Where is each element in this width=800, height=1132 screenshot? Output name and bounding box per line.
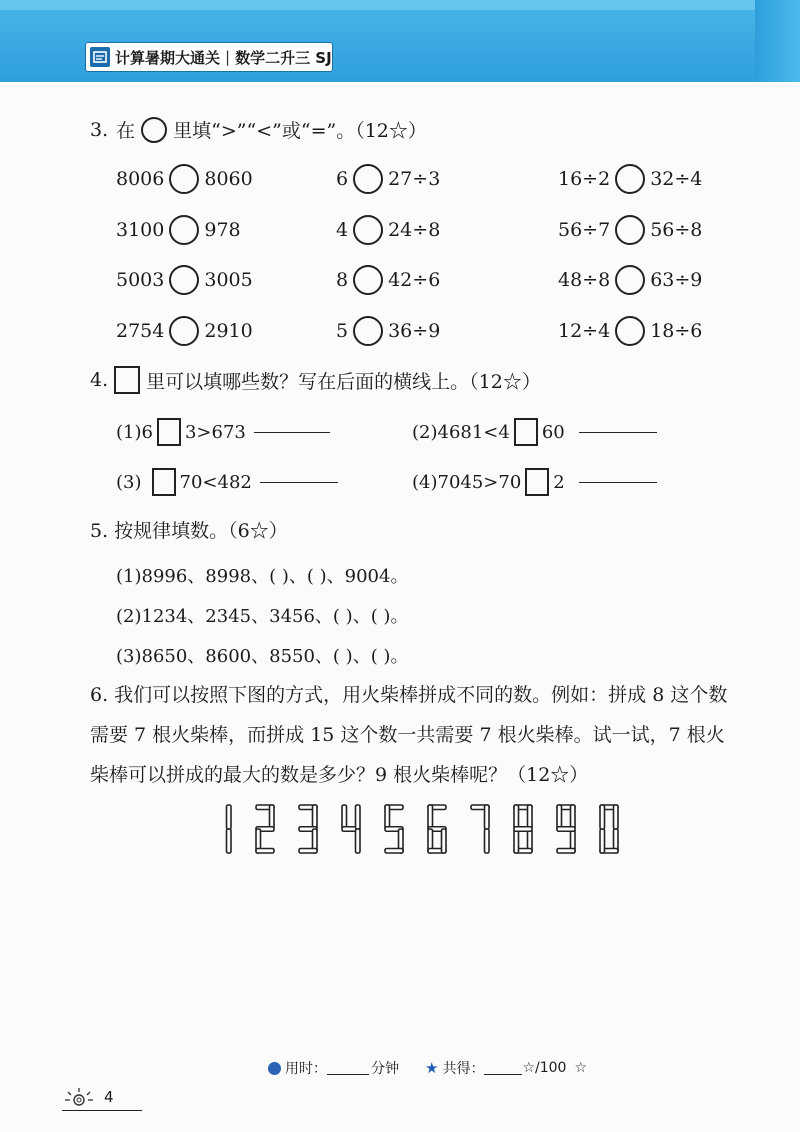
q3-answer-circle[interactable] [353, 265, 383, 295]
matchstick-digit-2 [256, 805, 274, 853]
matchstick [342, 805, 347, 829]
q4-item-1-post: 3>673 [184, 421, 246, 443]
q3-right-operand: 63÷9 [650, 269, 703, 291]
q4-title-post: 里可以填哪些数？写在后面的横线上。（12☆） [146, 370, 541, 393]
matchstick [256, 849, 274, 854]
q3-right-operand: 36÷9 [388, 320, 441, 342]
q3-item-r3-c2 [336, 265, 440, 295]
q3-title [90, 116, 427, 143]
matchstick [600, 829, 605, 853]
q3-answer-circle[interactable] [169, 316, 199, 346]
time-label: 用时： [285, 1061, 327, 1077]
q3-example-circle [141, 117, 167, 143]
q3-right-operand: 42÷6 [388, 269, 441, 291]
q3-right-operand: 27÷3 [388, 168, 441, 190]
q3-left-operand: 5003 [116, 269, 165, 291]
header-title: 计算暑期大通关 [115, 48, 221, 67]
q3-answer-circle[interactable] [169, 215, 199, 245]
q4-item-4-answer-line[interactable] [579, 481, 657, 483]
matchstick [514, 829, 519, 853]
q4-item-4-box[interactable] [525, 468, 549, 496]
page-number: 4 [104, 1088, 114, 1106]
q4-item-3-box[interactable] [152, 468, 176, 496]
q3-answer-circle[interactable] [615, 164, 645, 194]
q3-answer-circle[interactable] [615, 316, 645, 346]
q4-example-box [114, 366, 140, 394]
score-input-line[interactable] [484, 1062, 522, 1075]
matchstick-digit-3 [299, 805, 317, 853]
header-separator: | [225, 48, 231, 66]
q3-item-r1-c3 [558, 164, 702, 194]
matchstick [600, 805, 605, 829]
q3-number: 3. [90, 118, 109, 141]
q3-answer-circle[interactable] [353, 316, 383, 346]
matchstick-digit-7 [471, 805, 489, 853]
q3-left-operand: 56÷7 [558, 219, 611, 241]
q4-number: 4. [90, 369, 109, 391]
q4-title [90, 366, 541, 394]
q3-left-operand: 16÷2 [558, 168, 611, 190]
q3-title-pre: 在 [116, 120, 136, 142]
q5-line-2: (2)1234、2345、3456、( )、( )。 [116, 606, 409, 627]
time-unit: 分钟 [371, 1061, 399, 1077]
q3-left-operand: 48÷8 [558, 269, 611, 291]
q4-item-4 [412, 468, 657, 496]
q3-left-operand: 4 [336, 219, 349, 241]
matchstick-digit-1 [227, 805, 232, 853]
header-title-tab [85, 42, 333, 72]
time-input-line[interactable] [327, 1062, 369, 1075]
matchstick [514, 805, 519, 829]
score-trailing-star: ☆ [574, 1060, 588, 1076]
matchstick [270, 805, 275, 829]
footer-stats [268, 1058, 587, 1078]
q3-left-operand: 3100 [116, 219, 165, 241]
q4-item-1-box[interactable] [157, 418, 181, 446]
q3-left-operand: 12÷4 [558, 320, 611, 342]
q3-right-operand: 32÷4 [650, 168, 703, 190]
q3-item-r2-c3 [558, 215, 702, 245]
q3-item-r4-c1 [116, 316, 253, 346]
q3-answer-circle[interactable] [169, 164, 199, 194]
q3-left-operand: 8006 [116, 168, 165, 190]
q3-title-post: 里填“>”“<”或“=”。（12☆） [173, 120, 427, 142]
q3-left-operand: 5 [336, 320, 349, 342]
q3-answer-circle[interactable] [615, 215, 645, 245]
header-strip [0, 0, 800, 10]
q3-item-r2-c2 [336, 215, 440, 245]
q4-item-1-answer-line[interactable] [254, 431, 330, 433]
matchstick [385, 849, 403, 854]
q3-right-operand: 24÷8 [388, 219, 441, 241]
q5-line-1: (1)8996、8998、( )、( )、9004。 [116, 566, 409, 587]
matchstick-digit-4 [342, 805, 360, 853]
score-label: 共得： [442, 1061, 485, 1077]
q3-item-r3-c3 [558, 265, 702, 295]
q3-item-r4-c2 [336, 316, 440, 346]
matchstick [227, 829, 232, 853]
q4-item-2-box[interactable] [514, 418, 538, 446]
q4-item-3-answer-line[interactable] [260, 481, 338, 483]
matchstick [514, 827, 532, 832]
q3-answer-circle[interactable] [615, 265, 645, 295]
q4-item-2 [412, 418, 657, 446]
q3-item-r1-c2 [336, 164, 440, 194]
matchstick [557, 827, 575, 832]
q3-right-operand: 56÷8 [650, 219, 703, 241]
clock-icon [268, 1062, 281, 1075]
matchstick [299, 849, 317, 854]
q3-left-operand: 6 [336, 168, 349, 190]
q3-answer-circle[interactable] [169, 265, 199, 295]
q4-item-1 [116, 418, 330, 446]
q3-right-operand: 2910 [204, 320, 253, 342]
q6-text-line-2: 需要 7 根火柴棒，而拼成 15 这个数一共需要 7 根火柴棒。试一试，7 根火 [90, 724, 725, 746]
q6-text-line-1: 6. 我们可以按照下图的方式，用火柴棒拼成不同的数。例如：拼成 8 这个数 [90, 684, 728, 706]
q3-item-r3-c1 [116, 265, 253, 295]
q4-item-2-answer-line[interactable] [579, 431, 657, 433]
q3-right-operand: 18÷6 [650, 320, 703, 342]
q5-line-3: (3)8650、8600、8550、( )、( )。 [116, 646, 409, 667]
page-footer [62, 1086, 114, 1108]
q6-text-line-3: 柴棒可以拼成的最大的数是多少？9 根火柴棒呢？（12☆） [90, 764, 589, 786]
matchstick [356, 829, 361, 853]
matchstick-digit-0 [600, 805, 618, 853]
q4-item-3-post: 70<482 [179, 471, 252, 493]
page-footer-rule [62, 1110, 142, 1111]
q4-item-4-post: 2 [553, 471, 565, 493]
q4-item-4-pre: (4)7045>70 [412, 471, 522, 493]
q3-right-operand: 3005 [204, 269, 253, 291]
matchstick [614, 805, 619, 829]
q3-right-operand: 8060 [204, 168, 253, 190]
matchstick [571, 805, 576, 829]
matchstick-digit-9 [557, 805, 575, 853]
matchstick-digit-8 [514, 805, 532, 853]
matchstick [313, 805, 318, 829]
matchstick [442, 829, 447, 853]
q4-item-2-post: 60 [541, 421, 565, 443]
matchstick-digit-6 [428, 805, 446, 853]
q3-left-operand: 2754 [116, 320, 165, 342]
q4-item-3-pre: (3) [116, 471, 142, 493]
header-edge [755, 0, 800, 82]
q4-item-1-pre: (1)6 [116, 421, 153, 443]
q3-answer-circle[interactable] [353, 215, 383, 245]
score-total: ☆/100 [522, 1060, 567, 1076]
q4-item-3 [116, 468, 338, 496]
book-logo-icon [90, 47, 110, 67]
sun-decoration-icon [62, 1086, 96, 1108]
matchstick-digit-5 [385, 805, 403, 853]
matchstick [557, 849, 575, 854]
score-star-icon: ★ [425, 1059, 439, 1077]
matchstick [428, 805, 433, 829]
q3-right-operand: 978 [204, 219, 241, 241]
matchstick [485, 829, 490, 853]
q5-title: 5. 按规律填数。（6☆） [90, 520, 288, 542]
matchstick [485, 805, 490, 829]
matchstick [528, 805, 533, 829]
matchstick-digits [205, 800, 655, 860]
q3-item-r4-c3 [558, 316, 702, 346]
q4-item-2-pre: (2)4681<4 [412, 421, 510, 443]
matchstick [385, 805, 390, 829]
header-subject: 数学二升三 SJ [235, 48, 332, 67]
q3-left-operand: 8 [336, 269, 349, 291]
q3-item-r1-c1 [116, 164, 253, 194]
q3-item-r2-c1 [116, 215, 241, 245]
matchstick [557, 805, 562, 829]
matchstick [356, 805, 361, 829]
q3-answer-circle[interactable] [353, 164, 383, 194]
matchstick [227, 805, 232, 829]
